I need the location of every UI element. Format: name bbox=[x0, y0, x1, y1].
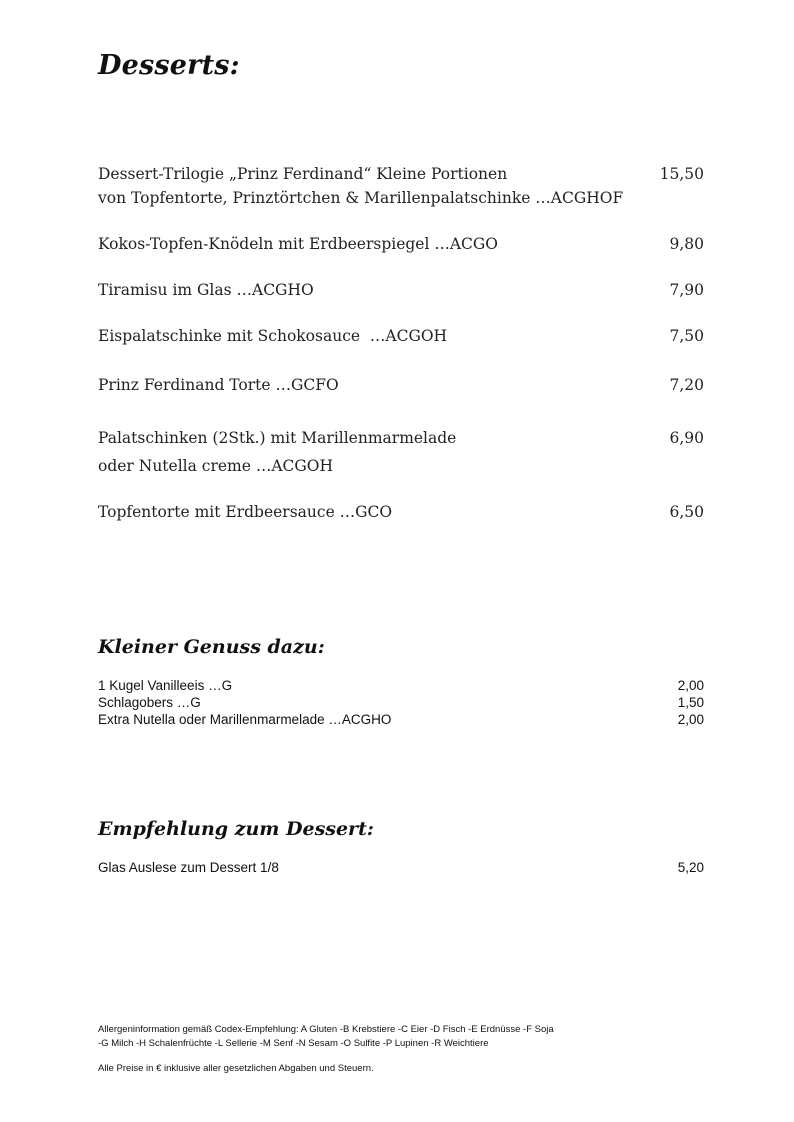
item-name: Dessert-Trilogie „Prinz Ferdinand“ Kleine Portionen bbox=[98, 165, 508, 183]
item-price: 6,50 bbox=[669, 503, 704, 521]
item-name: Glas Auslese zum Dessert 1/8 bbox=[98, 860, 279, 875]
item-price: 1,50 bbox=[677, 695, 704, 710]
item-name: Palatschinken (2Stk.) mit Marillenmarmelade bbox=[98, 429, 457, 447]
item-price: 7,20 bbox=[669, 376, 704, 394]
allergen-info-line-1: Allergeninformation gemäß Codex-Empfehlung: A Gluten -B Krebstiere -C Eier -D Fisch -E Erdnüsse -F Soja bbox=[98, 1024, 554, 1035]
page-title: Desserts: bbox=[98, 50, 240, 81]
item-name: Topfentorte mit Erdbeersauce …GCO bbox=[98, 503, 393, 521]
item-price: 2,00 bbox=[677, 678, 704, 693]
section-title-extras: Kleiner Genuss dazu: bbox=[98, 636, 325, 658]
item-price: 6,90 bbox=[669, 429, 704, 447]
allergen-info-line-2: -G Milch -H Schalenfrüchte -L Sellerie -M Senf -N Sesam -O Sulfite -P Lupinen -R Weichtiere bbox=[98, 1038, 489, 1049]
item-price: 7,50 bbox=[669, 327, 704, 345]
item-name: Schlagobers …G bbox=[98, 695, 201, 710]
item-description: oder Nutella creme …ACGOH bbox=[98, 457, 334, 475]
item-name: Kokos-Topfen-Knödeln mit Erdbeerspiegel …ACGO bbox=[98, 235, 498, 253]
item-name: 1 Kugel Vanilleeis …G bbox=[98, 678, 233, 693]
item-name: Extra Nutella oder Marillenmarmelade …ACGHO bbox=[98, 712, 392, 727]
item-name: Prinz Ferdinand Torte …GCFO bbox=[98, 376, 339, 394]
price-note: Alle Preise in € inklusive aller gesetzlichen Abgaben und Steuern. bbox=[98, 1063, 374, 1074]
item-price: 5,20 bbox=[677, 860, 704, 875]
item-price: 9,80 bbox=[669, 235, 704, 253]
section-title-recommendation: Empfehlung zum Dessert: bbox=[98, 818, 374, 840]
item-price: 15,50 bbox=[659, 165, 704, 183]
item-price: 2,00 bbox=[677, 712, 704, 727]
item-name: Tiramisu im Glas …ACGHO bbox=[98, 281, 314, 299]
item-description: von Topfentorte, Prinztörtchen & Marillenpalatschinke …ACGHOF bbox=[98, 189, 624, 207]
item-price: 7,90 bbox=[669, 281, 704, 299]
item-name: Eispalatschinke mit Schokosauce …ACGOH bbox=[98, 327, 448, 345]
